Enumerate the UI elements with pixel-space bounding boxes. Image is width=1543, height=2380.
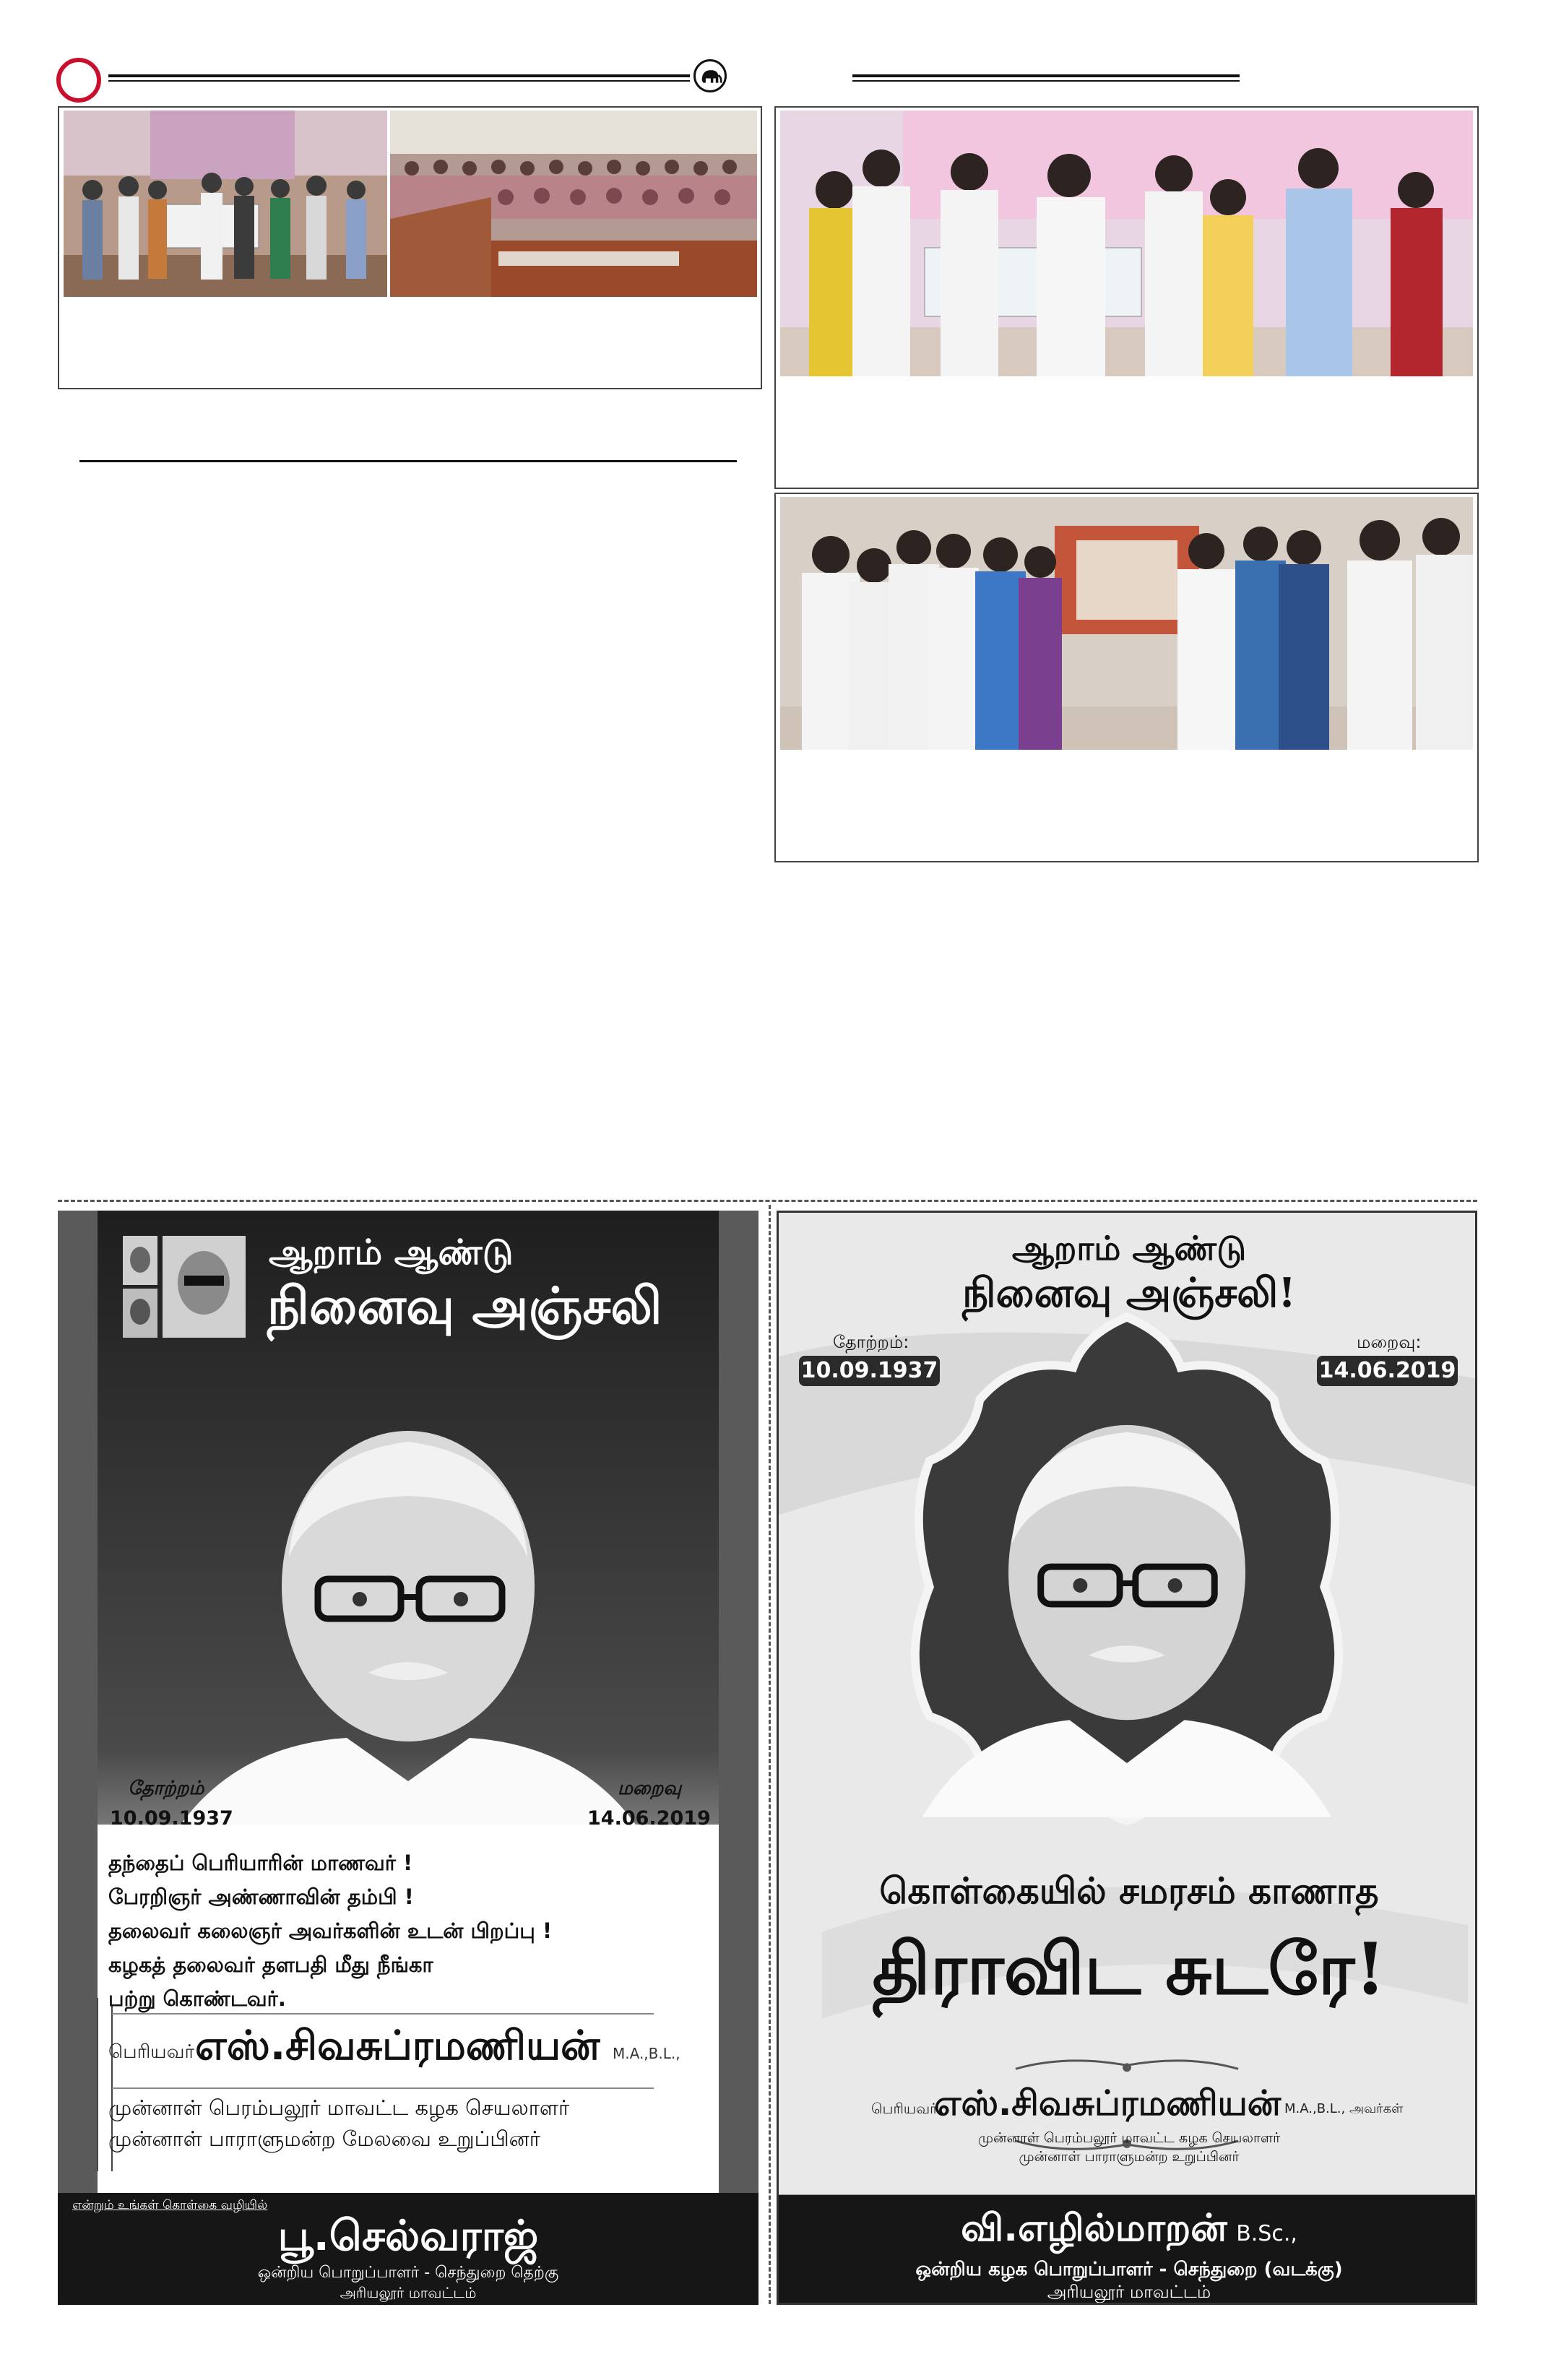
ad-left-tributes [108, 1846, 657, 2016]
tribute-line: தந்தைப் பெரியாரின் மாணவர் ! [108, 1851, 413, 1875]
ad-right-footer-role: ஒன்றிய கழக பொறுப்பாளர் - செந்துறை (வடக்கு) [915, 2259, 1343, 2280]
ad-left-birth-label: தோற்றம் [128, 1778, 204, 1799]
ad-left-title-line2: நினைவு அஞ்சலி [267, 1276, 662, 1336]
ad-right-role-2: முன்னாள் பாராளுமன்ற உறுப்பினர் [1019, 2149, 1240, 2165]
tribute-line: பற்று கொண்டவர். [108, 1986, 286, 2011]
ad-right-title-line1: ஆறாம் ஆண்டு [1011, 1229, 1247, 1268]
ad-left-footer-tag: என்றும் உங்கள் கொள்கை வழியில் [72, 2198, 268, 2212]
ad-left-footer-name: பூ.செல்வராஜ் [277, 2211, 539, 2260]
ad-left-footer-district: அரியலூர் மாவட்டம் [340, 2284, 477, 2301]
ad-right-title-line2: நினைவு அஞ்சலி! [962, 1269, 1296, 1317]
ad-left-title-line1: ஆறாம் ஆண்டு [269, 1232, 514, 1273]
ad-left-role-1: முன்னாள் பெரம்பலூர் மாவட்ட கழக செயலாளர் [108, 2095, 570, 2120]
ad-right-name-prefix: பெரியவர் [871, 2100, 938, 2117]
award-ceremony-photo [64, 111, 387, 297]
memorial-ad-left [58, 1211, 758, 2305]
header-circle-icon [56, 58, 101, 103]
ad-left-death-label: மறைவு [618, 1778, 682, 1799]
memorial-ad-right [777, 1211, 1477, 2305]
ad-right-name: எஸ்.சிவசுப்ரமணியன் [934, 2083, 1281, 2124]
ad-right-footer-district: அரியலூர் மாவட்டம் [1047, 2282, 1211, 2302]
vertical-dashed-separator [769, 1205, 771, 2304]
ad-right-degree: M.A.,B.L., அவர்கள் [1284, 2101, 1404, 2116]
ad-left-degree: M.A.,B.L., [613, 2045, 680, 2062]
ad-right-birth-label: தோற்றம்: [833, 1332, 909, 1352]
group-event-photo [780, 497, 1473, 750]
ad-left-name-prefix: பெரியவர் [108, 2041, 195, 2063]
cheque-presentation-photo [780, 111, 1473, 376]
ad-left-role-2: முன்னாள் பாராளுமன்ற மேலவை உறுப்பினர் [108, 2126, 540, 2151]
ad-right-slogan-1: கொள்கையில் சமரசம் காணாத [879, 1870, 1379, 1912]
ad-left-birth-date: 10.09.1937 [110, 1807, 233, 1830]
ad-right-slogan-2: திராவிட சுடரே! [872, 1928, 1386, 2011]
ad-right-role-1: முன்னாள் பெரம்பலூர் மாவட்ட கழக செயலாளர் [977, 2130, 1281, 2146]
header-rule-left [108, 74, 690, 77]
header-rule-left-thin [108, 80, 690, 82]
header-rule-right-thin [852, 80, 1240, 82]
tribute-line: பேரறிஞர் அண்ணாவின் தம்பி ! [108, 1884, 414, 1909]
ad-right-footer-name-row [779, 2207, 1477, 2255]
audience-hall-photo [390, 111, 757, 297]
tribute-line: கழகத் தலைவர் தளபதி மீது நீங்கா [108, 1952, 433, 1977]
horizontal-dashed-separator [58, 1200, 1477, 1202]
inset-portraits [123, 1236, 246, 1338]
ad-right-footer-name: வி.எழில்மாறன் [961, 2207, 1227, 2250]
ad-right-footer-degree: B.Sc., [1236, 2221, 1297, 2246]
ad-right-death-label: மறைவு: [1357, 1332, 1422, 1352]
ad-left-death-date: 14.06.2019 [587, 1807, 711, 1830]
ad-left-name: எஸ்.சிவசுப்ரமணியன் [195, 2022, 600, 2069]
section-rule-left [79, 460, 737, 462]
ad-right-death-date: 14.06.2019 [1317, 1356, 1458, 1386]
tribute-line: தலைவர் கலைஞர் அவர்களின் உடன் பிறப்பு ! [108, 1918, 553, 1943]
ad-left-footer-role: ஒன்றிய பொறுப்பாளர் - செந்துறை தெற்கு [257, 2264, 559, 2282]
elephant-emblem-icon [693, 59, 727, 92]
ad-right-birth-date: 10.09.1937 [799, 1356, 940, 1386]
header-rule-right [852, 74, 1240, 77]
